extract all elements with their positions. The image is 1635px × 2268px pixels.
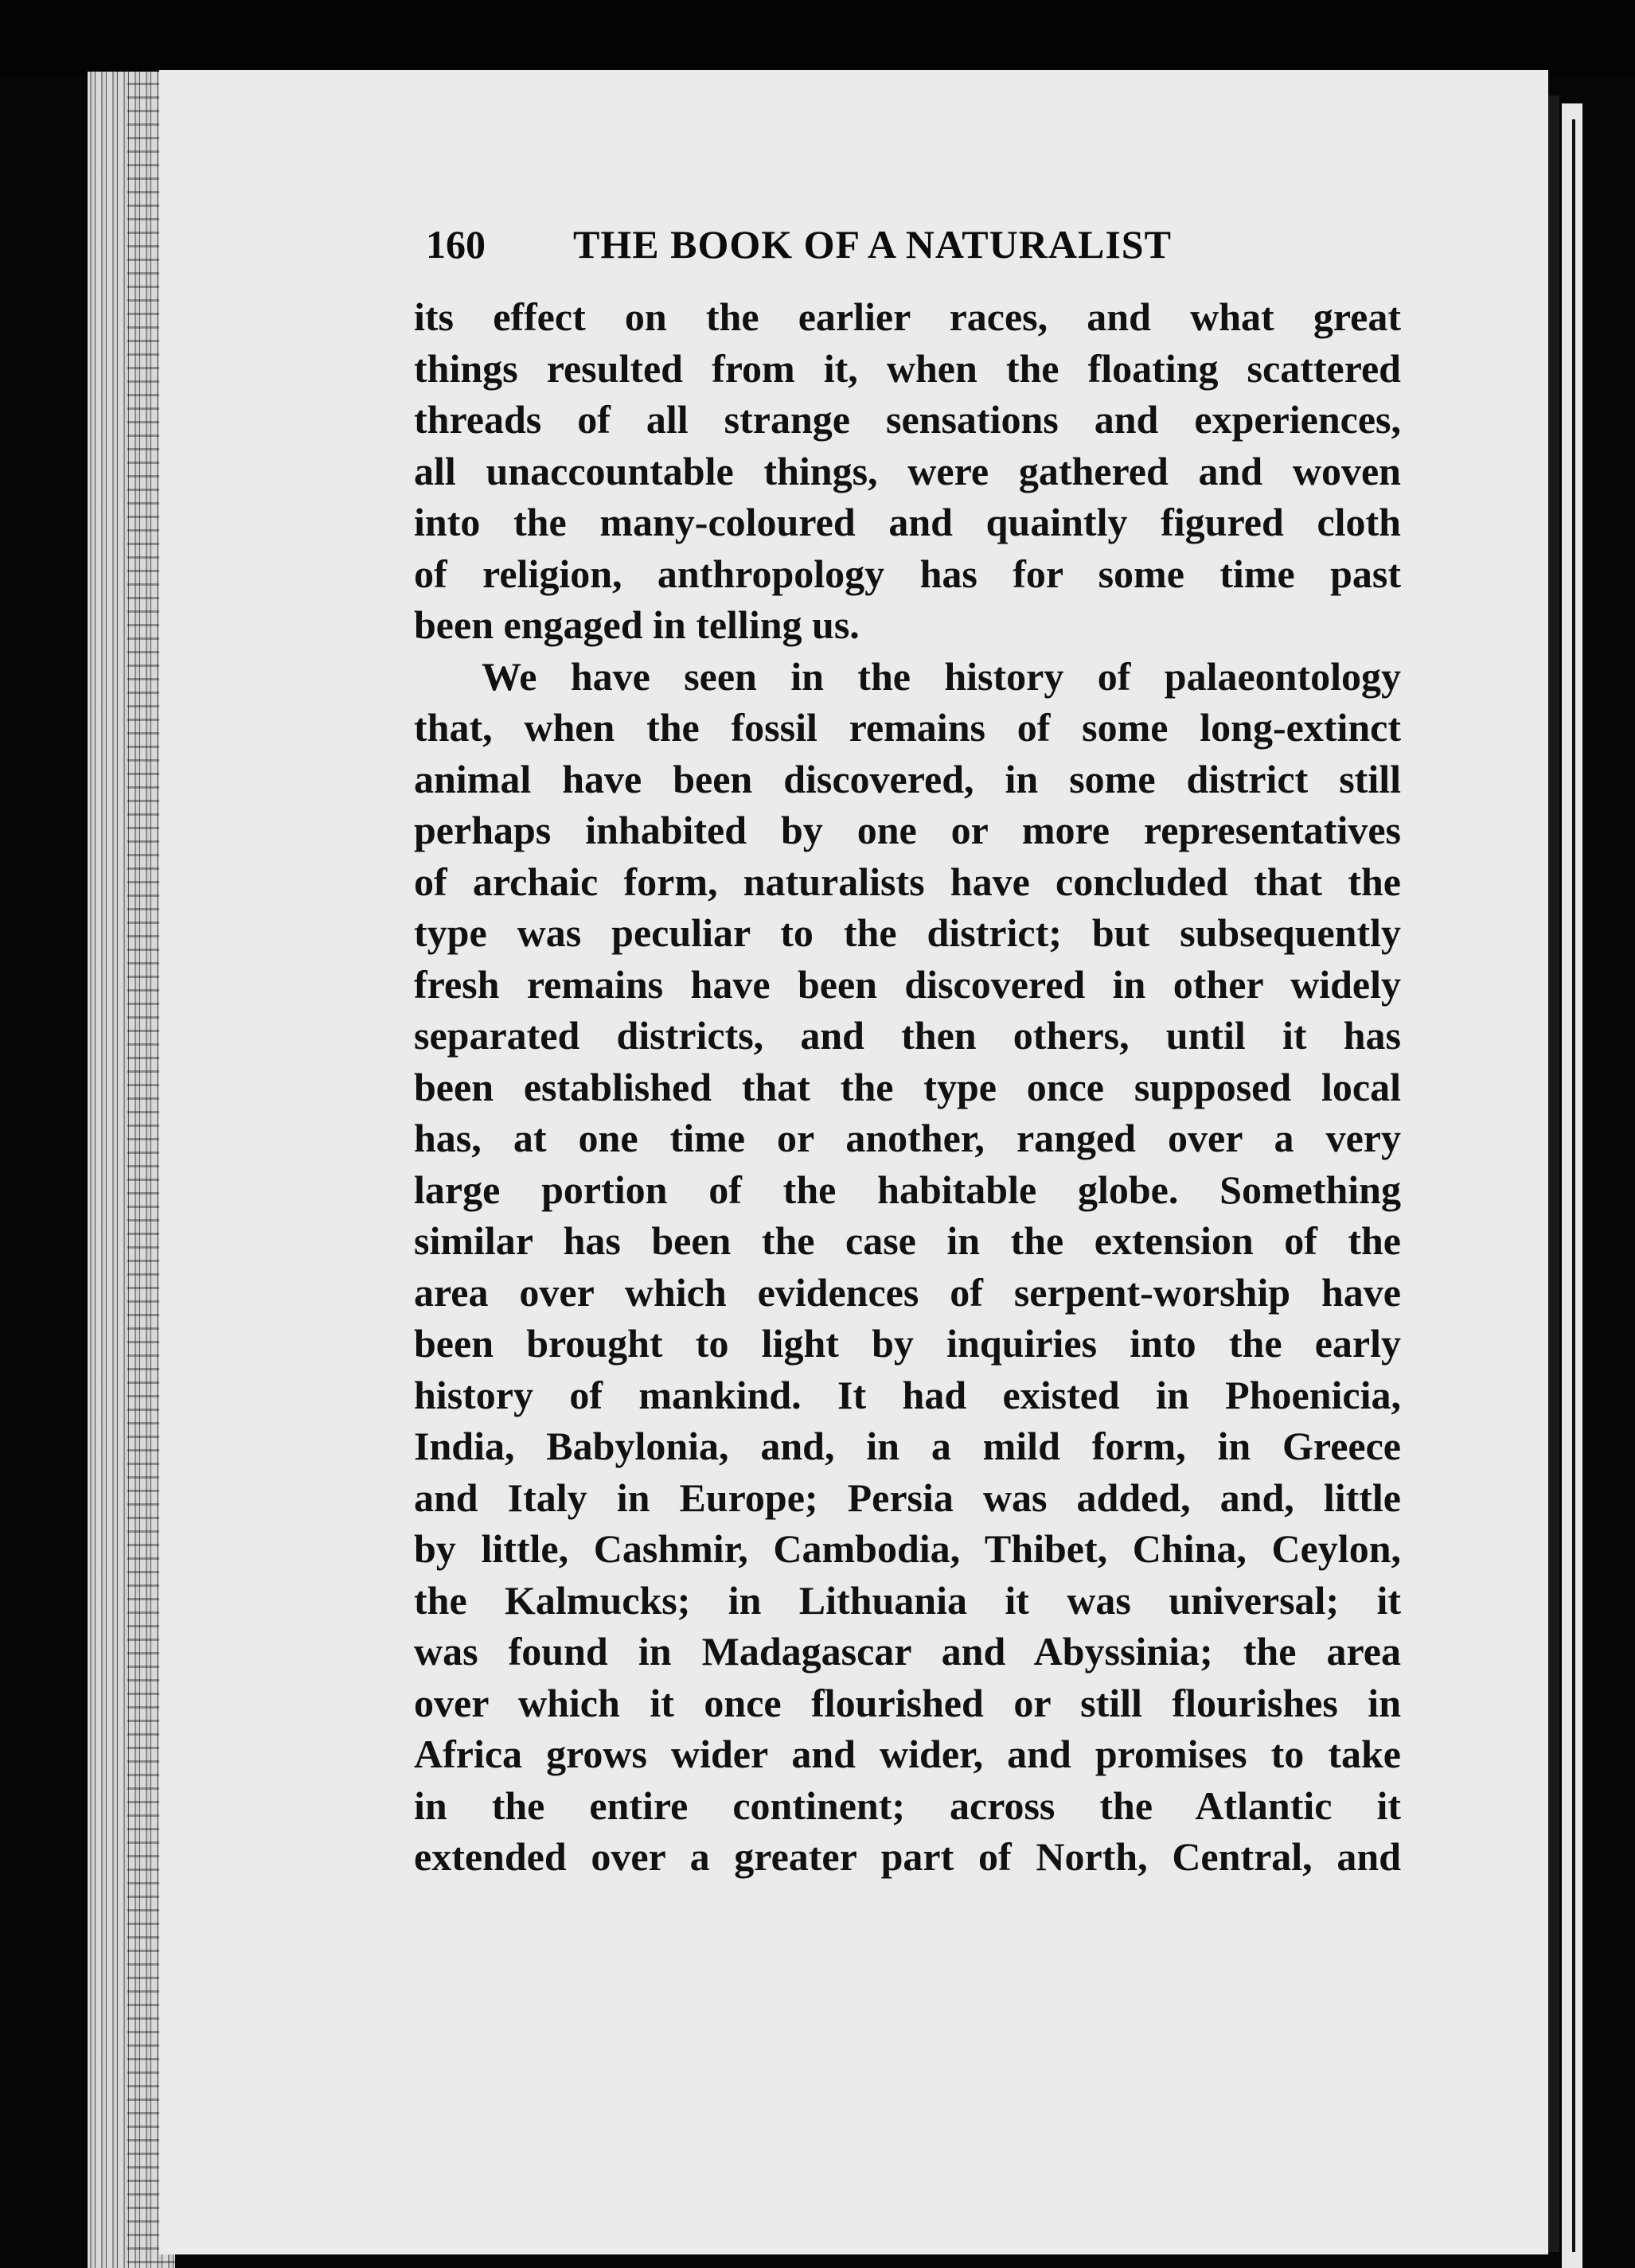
text-line: perhaps inhabited by one or more representatives: [414, 808, 1401, 852]
text-line: similar has been the case in the extension of the: [414, 1218, 1401, 1263]
text-line: by little, Cashmir, Cambodia, Thibet, China, Ceylon,: [414, 1526, 1401, 1571]
text-line: threads of all strange sensations and experiences,: [414, 397, 1401, 442]
page-edge-shadow: [1548, 95, 1559, 2252]
text-line: its effect on the earlier races, and what great: [414, 294, 1401, 339]
text-line: been brought to light by inquiries into the early: [414, 1321, 1401, 1366]
next-page-edge-line: [1572, 119, 1575, 2252]
text-line: that, when the fossil remains of some long-extinct: [414, 705, 1401, 750]
text-line: extended over a greater part of North, Central, and: [414, 1834, 1401, 1879]
text-line: and Italy in Europe; Persia was added, and, little: [414, 1475, 1401, 1520]
text-line: into the many-coloured and quaintly figured cloth: [414, 500, 1401, 544]
text-line: separated districts, and then others, until it has: [414, 1013, 1401, 1058]
paragraph-start-line: We have seen in the history of palaeontology: [482, 653, 1401, 699]
text-line: of religion, anthropology has for some time past: [414, 551, 1401, 596]
text-line: all unaccountable things, were gathered and woven: [414, 448, 1401, 493]
text-line: over which it once flourished or still flourishes in: [414, 1680, 1401, 1725]
text-line: was found in Madagascar and Abyssinia; the area: [414, 1629, 1401, 1674]
scanner-background-top: [0, 0, 1635, 76]
text-line: been established that the type once supposed local: [414, 1064, 1401, 1109]
text-line: things resulted from it, when the floating scattered: [414, 345, 1401, 391]
body-text: [414, 291, 1401, 1883]
text-line: history of mankind. It had existed in Phoenicia,: [414, 1372, 1401, 1417]
text-line: in the entire continent; across the Atlantic it: [414, 1783, 1401, 1828]
running-title: THE BOOK OF A NATURALIST: [573, 222, 1172, 267]
text-line: India, Babylonia, and, in a mild form, in Greece: [414, 1424, 1401, 1468]
text-line: has, at one time or another, ranged over a very: [414, 1116, 1401, 1160]
text-line: type was peculiar to the district; but subsequently: [414, 910, 1401, 955]
page-number: 160: [426, 222, 486, 267]
text-line: fresh remains have been discovered in other widely: [414, 961, 1401, 1007]
text-line: area over which evidences of serpent-worship have: [414, 1269, 1401, 1315]
text-line: the Kalmucks; in Lithuania it was universal; it: [414, 1577, 1401, 1623]
page-header: [426, 216, 1270, 272]
text-line: Africa grows wider and wider, and promises to take: [414, 1732, 1401, 1776]
text-line: large portion of the habitable globe. Something: [414, 1167, 1401, 1212]
text-line: been engaged in telling us.: [414, 602, 860, 647]
text-line: of archaic form, naturalists have concluded that the: [414, 859, 1401, 904]
text-line: animal have been discovered, in some district still: [414, 756, 1401, 801]
